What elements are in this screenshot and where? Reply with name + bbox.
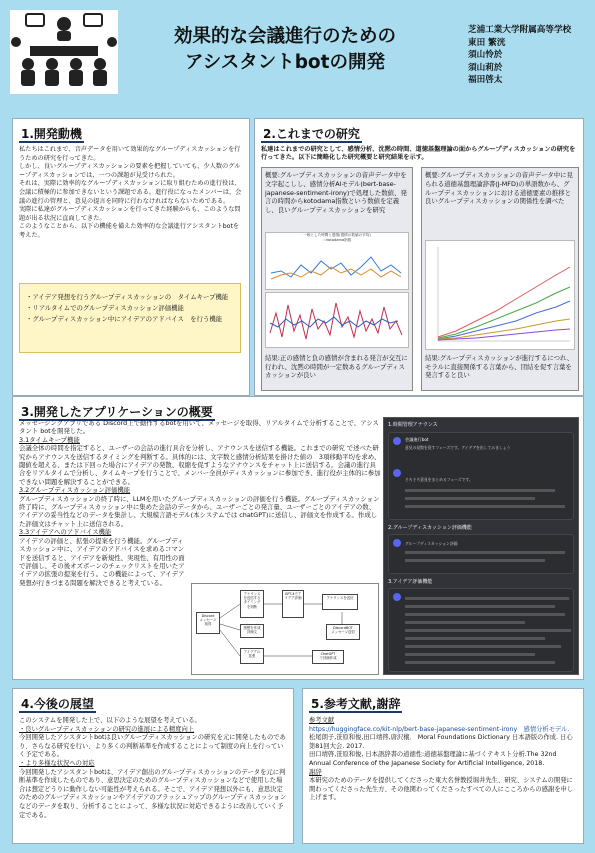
subsection-title: 3.1タイムキープ機能 [19, 435, 80, 444]
motivation-text [19, 146, 243, 241]
paragraph: しかし、良いグループディスカッションの要素を把握していても、少人数のグループディスカッションでは、一つの課題が見受けられた。 [19, 163, 241, 179]
node-timekeep: アナウンスを送信するタイミングを判断 [240, 590, 264, 618]
section-references [302, 688, 584, 844]
paragraph: アイデアの評価と、拡張の提案を行う機能。グループディスカッション中に、アイデアのアドバイスを求めるコマンドを送信すると、アイデアを新規性、実現性、有用性の面で評価し、その後オズボーンのチェックリストを用いたアイデアの拡張の提案を行う。この機能によって、アイデア発想が行きづまる問題を解決できると考えている。 [19, 536, 185, 587]
chat-message: そろそろ意見をまとめるフェーズです。 [405, 477, 473, 482]
section-title: 4.今後の展望 [21, 697, 94, 711]
feature-box [19, 283, 241, 353]
multi-line-chart [426, 241, 574, 349]
bot-avatar [393, 539, 401, 547]
emotion-result: 結果:正の感情と負の感情が含まれる発言が交互に行われ、沈黙の時間が一定数あるグループディスカッションが良い [265, 354, 408, 380]
node-bot: DiscordBOT メッセージ送信 [326, 624, 360, 640]
paragraph: このシステムを開発した上で、以下のような展望を考えている。 [19, 717, 201, 724]
reference-item[interactable]: https://huggingface.co/kit-nlp/bert-base-japanese-sentiment-irony 感情分析モデル. [309, 725, 570, 733]
section-application [12, 396, 584, 680]
discord-screens [383, 417, 579, 675]
bot-avatar [393, 469, 401, 477]
research-card-moral [421, 167, 579, 391]
bot-avatar [393, 593, 401, 601]
section-title: 5.参考文献,謝辞 [311, 697, 401, 711]
paragraph: 会議全体の時間を指定すると、ユーザーの会話の進行具合を分析し、アナウンスを送信する機能。これまでの研究 で述べた研究からアナウンスを送信するタイミングを判断する。具体的には、文字数と感情分析結果を掛けた値の 3項移動平均を求め、閾値を超える、または下回った場合にアイデアの発散、収縮を促すようなアナウンスをチャット上に送信する。会議の進行具合をリアルタイムで分析し、タイムキープを行うことで、メンバー全員がディスカッションに参加でき、進行役が主体的に参加できない問題を解決することができる。 [19, 444, 381, 486]
moral-result: 結果:グループディスカッションが進行するにつれ、モラルに直接関係する言葉から、団結を促す言葉を発言すると良い [425, 354, 574, 380]
section-outlook [12, 688, 294, 844]
outlook-text [19, 717, 287, 820]
logo [8, 8, 120, 96]
paragraph: 私たちはこれまで、音声データを用いて効果的なグループディスカッションを行うための研究を行ってきた。 [19, 146, 241, 162]
section-prior-research [254, 118, 584, 396]
poster-title [150, 24, 420, 76]
kotodama-chart [265, 232, 409, 290]
meeting-icon [8, 8, 120, 96]
node-chatgpt: ChatGPT で評価作成 [312, 650, 344, 664]
title-line-2: アシスタントbotの開発 [184, 52, 385, 73]
acknowledgement: 本研究のためのデータを提供してくださった東大名誉教授堀井先生、研究、システムの開発に関わってくださった先生方、その他関わってくださったすべての人にこころからの感謝を申し上げます。 [309, 777, 574, 802]
paragraph: 今回開発したアシスタントbotは、アイデア創出のグループディスカッションのデータを元に判断基準を作成したものであり、意思決定のためのグループディスカッションなどで使用した場合は想定どうりに動作しない可能性が考えられる。そこで、アイデア発想以外にも、意思決定のためのグループディスカッションやアイデアのブラッシュアップのグループディスカッションなどのデータを取り、分析することによって、多様な状況に対応できるように改善していく予定である。 [19, 768, 287, 819]
paragraph: それは、実際に効率的なグループディスカッションに取り組むための進行役は、会議に積極的に参加できないという課題である。進行役になったメンバーは、会議の進行の管理と、意見の提言を同時に行わなければならないためである。 [19, 180, 242, 205]
chart-title: 一般とした時間と感情(感情の数値の平均) ＝kotodama指数 [303, 233, 371, 242]
timekeep-chat [388, 432, 574, 520]
system-diagram [191, 583, 379, 675]
line-chart [266, 243, 408, 287]
subsection-title: 3.2グループディスカッション評価機能 [19, 486, 131, 495]
paragraph: グループディスカッションの終了時に、LLMを用いたグループディスカッションの評価を行う機能。グループディスカッション終了時に、グループディスカッション中に集めた会話のデータから、ユーザーごとの発言量、ユーザーごとのアイデアの数、アイデアの妥当性などのデータを集計し、大規模言語モデル(本システムでは chatGPT)に送信し、評価文を作成する。作成した評価文はチャット上に送信される。 [19, 494, 380, 528]
node-announce: アナウンスを送信 [322, 594, 358, 610]
evaluation-chat [388, 534, 574, 574]
screen-label: 1.時間管理アナウンス [388, 422, 438, 428]
section-title: 2.これまでの研究 [263, 127, 360, 141]
paragraph: メッセージングアプリである Discord上で動作するbotを用いて、メッセージを取得、リアルタイムで分析することで、アシスタント botを開発した。 [19, 419, 379, 436]
chat-message: 意見の発散を促すフェーズです。アイデアを出してみましょう [405, 445, 511, 450]
feature-item: ・リアルタイムでのグループディスカッション評価機能 [26, 304, 184, 312]
author-name: 須山怜於 [468, 50, 503, 60]
subsection-title: ・より多様な状況への対応 [19, 759, 95, 767]
school-name: 芝浦工業大学附属高等学校 [468, 25, 572, 35]
reference-item: 松尾朗子,笹原和俊,田口靖啓,唐沢穣． Moral Foundations Dictionary 日本語版の作成. 日心第81回大会. 2017. [309, 734, 573, 750]
bot-avatar [393, 437, 401, 445]
author-name: 福田啓太 [468, 75, 503, 85]
research-intro: 私達はこれまでの研究として、感情分析、沈黙の時間、道徳基盤理論の面からグループディスカッションの研究を行ってきた。以下に簡略化した研究概要と研究結果を示す。 [261, 146, 576, 161]
references-text [309, 717, 577, 803]
chat-message: グループディスカッション評価 [405, 541, 458, 546]
feature-item: ・グループディスカッション中にアイデアのアドバイス を行う機能 [26, 315, 223, 323]
subsection-title: 3.3アイデアへのアドバイス機能 [19, 528, 112, 537]
author-block [468, 24, 593, 87]
feature-item: ・アイデア発想を行うグループディスカッションの タイムキープ機能 [26, 293, 229, 301]
moral-chart [425, 240, 575, 350]
screen-label: 3.アイデア評価機能 [388, 579, 433, 585]
screen-label: 2.グループディスカッション評価機能 [388, 525, 472, 531]
application-text [19, 419, 381, 587]
author-name: 須山莉於 [468, 62, 503, 73]
bar-line-chart [266, 293, 408, 347]
idea-chat [388, 588, 574, 672]
paragraph: 実際に私達がグループディスカッションを行ってきた経験からも、このような問題が出る状況に直面してきた。 [19, 206, 241, 222]
paragraph: このようなことから、以下の機能を備えた効率的な会議進行アシスタントbotを考えた。 [19, 223, 240, 239]
subsection-title: 謝辞 [309, 768, 322, 776]
node-discord: Discord メッセージ取得 [196, 612, 220, 634]
author-name: 東田 繁洸 [468, 37, 506, 48]
node-evaluation: 感想を作成評価文 [240, 624, 264, 638]
bot-name: 会議進行bot [405, 437, 429, 442]
research-card-emotion [261, 167, 413, 391]
moral-summary: 概要:グループディスカッションの音声データ中に見られる道徳基盤理論辞書(J-MFD)の単語数から、グループディスカッションにおける道徳要素の推移と良いグループディスカッションの関係性を調べた [425, 171, 573, 206]
node-analysis: GPT-4でアイデア評価 [282, 590, 304, 618]
node-idea: アイデアの拡張 [240, 648, 264, 664]
section-motivation [12, 118, 250, 396]
title-line-1: 効果的な会議進行のための [173, 26, 396, 47]
reference-item: 田口靖啓,笹原和俊, 日本語辞書の道徳性:道徳基盤理論に基づくテキスト分析.The 32nd Annual Conference of the Japanese Society for Artificial Intelligence, 2018. [309, 751, 557, 767]
subsection-title: ・良いグループディスカッションの研究の進展による精度向上 [19, 725, 195, 733]
emotion-chart [265, 292, 409, 348]
emotion-summary: 概要:グループディスカッションの音声データ中を文字起こしし、感情分析AIモデル(bert-base-japanese-sentiment-irony)で処理した数値、発言の時間からkotodama指数という数値を定義し、良いグループディスカッションを研究 [265, 171, 407, 215]
paragraph: 今回開発したアシスタントbotは良いグループディスカッションの研究を元に開発したものであり、さらなる研究を行い、より多くの判断基準を作成することによって制度の向上を行っていく予定である。 [19, 734, 286, 759]
subsection-title: 参考文献 [309, 717, 335, 724]
section-title: 1.開発動機 [21, 127, 82, 141]
section-title: 3.開発したアプリケーションの概要 [21, 405, 213, 419]
